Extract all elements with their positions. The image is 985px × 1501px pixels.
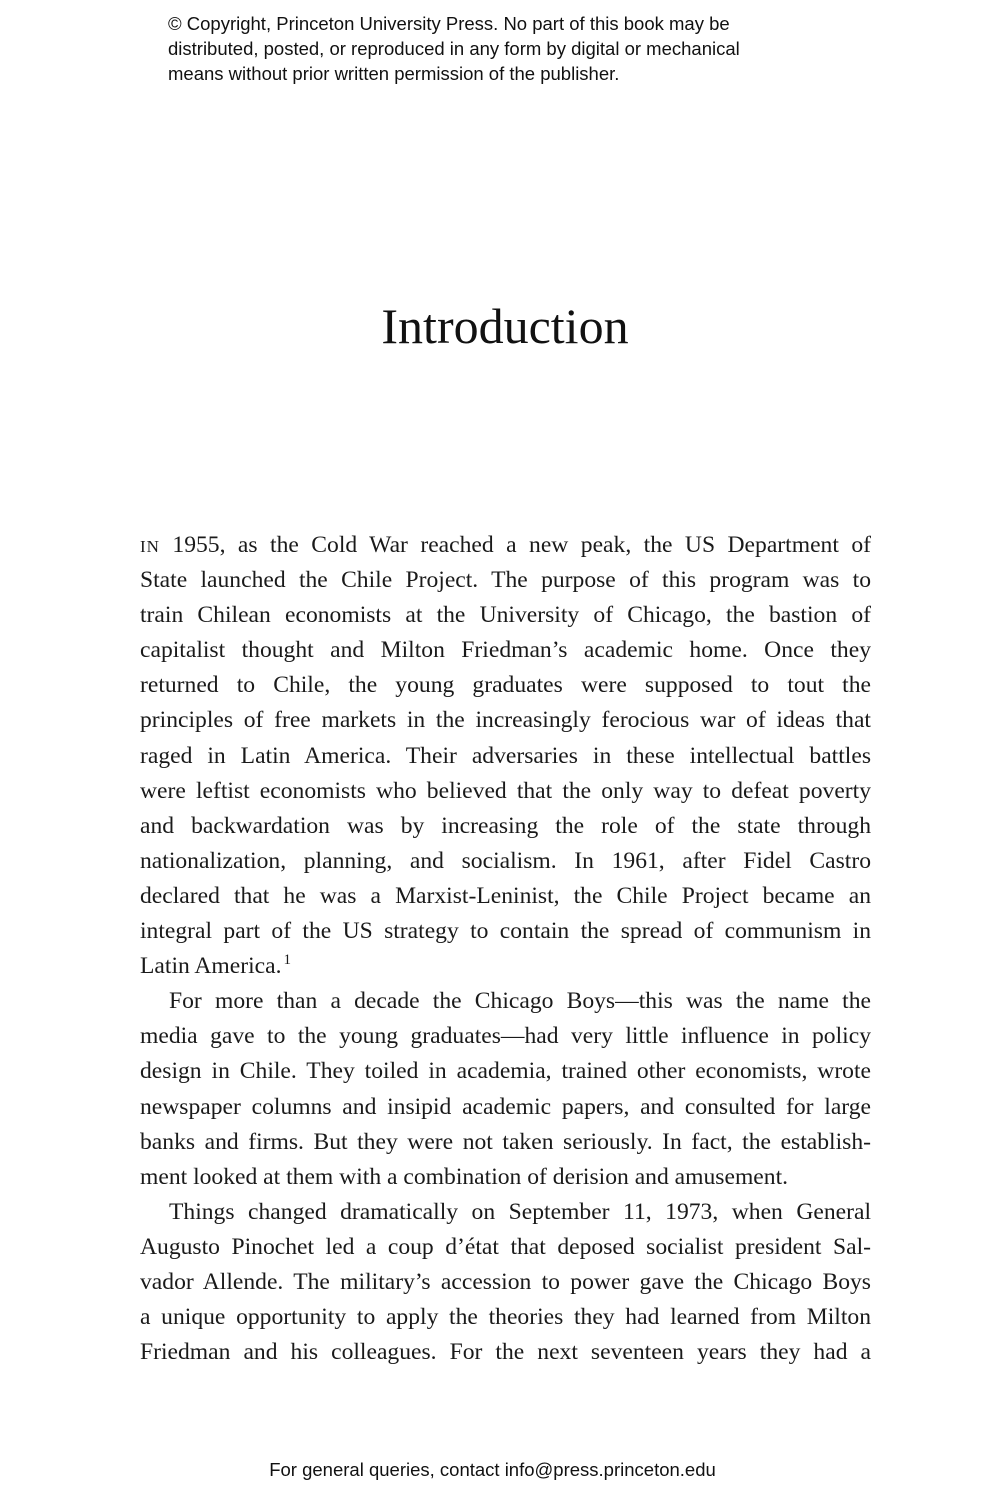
text-line: nationalization, planning, and socialism. In 1961, after Fidel Castro	[140, 847, 871, 874]
text-line-content: 1955, as the Cold War reached a new peak, the US Department of	[159, 532, 871, 558]
text-line: a unique opportunity to apply the theories they had learned from Milton	[140, 1304, 871, 1331]
copyright-line: means without prior written permission of the publisher.	[168, 63, 620, 84]
paragraph	[140, 1195, 871, 1370]
text-line	[140, 949, 871, 984]
text-line: For more than a decade the Chicago Boys—this was the name the	[169, 988, 871, 1015]
copyright-line: © Copyright, Princeton University Press. No part of this book may be	[168, 13, 730, 34]
text-line: principles of free markets in the increasingly ferocious war of ideas that	[140, 707, 871, 734]
paragraph	[140, 984, 871, 1195]
footnote-reference[interactable]: 1	[283, 952, 292, 969]
text-line: Augusto Pinochet led a coup d’état that deposed socialist president Sal-	[140, 1233, 871, 1260]
text-line: design in Chile. They toiled in academia, trained other economists, wrote	[140, 1058, 871, 1085]
text-line: newspaper columns and insipid academic papers, and consulted for large	[140, 1093, 871, 1120]
text-line: and backwardation was by increasing the role of the state through	[140, 812, 871, 839]
text-line: Friedman and his colleagues. For the next seventeen years they had a	[140, 1339, 871, 1366]
text-line: ment looked at them with a combination of derision and amusement.	[140, 1163, 789, 1190]
copyright-notice	[168, 11, 868, 86]
text-line	[140, 528, 871, 563]
text-line: declared that he was a Marxist-Leninist, the Chile Project became an	[140, 882, 871, 909]
lead-in-smallcaps: in	[140, 532, 160, 558]
text-line: media gave to the young graduates—had very little influence in policy	[140, 1023, 871, 1050]
text-line: integral part of the US strategy to contain the spread of communism in	[140, 918, 871, 945]
text-line: Things changed dramatically on September 11, 1973, when General	[169, 1198, 871, 1225]
text-line: State launched the Chile Project. The purpose of this program was to	[140, 567, 871, 594]
body-text	[140, 528, 871, 1370]
paragraph	[140, 528, 871, 984]
copyright-line: distributed, posted, or reproduced in any form by digital or mechanical	[168, 38, 740, 59]
text-line-content: Latin America.	[140, 953, 282, 980]
text-line: were leftist economists who believed that the only way to defeat poverty	[140, 777, 871, 804]
text-line: vador Allende. The military’s accession to power gave the Chicago Boys	[140, 1268, 871, 1295]
chapter-title: Introduction	[381, 298, 629, 354]
text-line: raged in Latin America. Their adversaries in these intellectual battles	[140, 742, 871, 769]
text-line: banks and firms. But they were not taken seriously. In fact, the establish-	[140, 1128, 871, 1155]
text-line: capitalist thought and Milton Friedman’s academic home. Once they	[140, 637, 871, 664]
text-line: returned to Chile, the young graduates were supposed to tout the	[140, 672, 871, 699]
text-line: train Chilean economists at the University of Chicago, the bastion of	[140, 602, 871, 629]
footer-contact: For general queries, contact info@press.princeton.edu	[269, 1459, 716, 1480]
